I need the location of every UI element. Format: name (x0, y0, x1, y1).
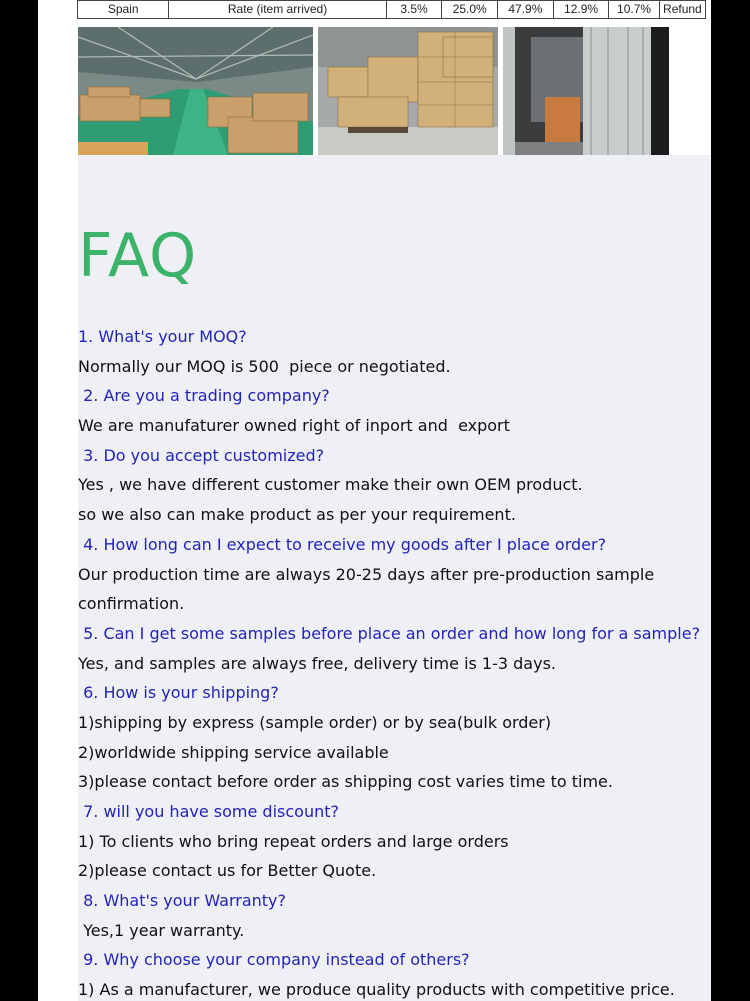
rate-value-cell: 12.9% (553, 1, 609, 19)
warehouse-floor-photo (78, 27, 313, 155)
faq-question: 4. How long can I expect to receive my goods after I place order? (78, 534, 607, 554)
shipping-container-photo (503, 27, 669, 155)
rate-value-cell: 3.5% (386, 1, 442, 19)
faq-answer: Our production time are always 20-25 days after pre-production sample (78, 564, 655, 584)
faq-answer: 2)worldwide shipping service available (78, 742, 389, 762)
faq-question: 9. Why choose your company instead of others? (78, 950, 470, 970)
faq-answer: confirmation. (78, 594, 185, 614)
faq-question: 7. will you have some discount? (78, 802, 339, 821)
faq-question: 8. What's your Warranty? (78, 891, 287, 911)
faq-answer: Yes, and samples are always free, delivery time is 1-3 days. (78, 653, 556, 673)
faq-question: 1. What's your MOQ? (78, 327, 247, 346)
refund-cell: Refund (659, 1, 705, 19)
table-row (78, 1, 706, 19)
arrival-rate-table (77, 0, 706, 19)
faq-answer: We are manufaturer owned right of inport and export (78, 416, 510, 436)
faq-question: 2. Are you a trading company? (78, 386, 330, 406)
faq-section (78, 155, 711, 1001)
faq-answer: Normally our MOQ is 500 piece or negotiated. (78, 356, 451, 376)
faq-answer: 1) As a manufacturer, we produce quality products with competitive price. (78, 980, 675, 1000)
faq-title: FAQ (78, 221, 198, 291)
factory-photo-strip (78, 27, 709, 155)
faq-answer: Yes,1 year warranty. (78, 920, 245, 940)
faq-question: 3. Do you accept customized? (78, 445, 325, 465)
product-page (38, 0, 711, 1001)
rate-value-cell: 47.9% (498, 1, 554, 19)
faq-answer: 1)shipping by express (sample order) or by sea(bulk order) (78, 712, 552, 732)
faq-question: 5. Can I get some samples before place an order and how long for a sample? (78, 623, 701, 643)
country-cell: Spain (78, 1, 169, 19)
faq-list (78, 322, 711, 1001)
stacked-boxes-photo (318, 27, 498, 155)
rate-label-cell: Rate (item arrived) (169, 1, 386, 19)
faq-answer: 3)please contact before order as shipping cost varies time to time. (78, 772, 613, 792)
faq-answer: so we also can make product as per your requirement. (78, 505, 516, 525)
rate-value-cell: 25.0% (442, 1, 498, 19)
faq-answer: 2)please contact us for Better Quote. (78, 861, 377, 881)
rate-value-cell: 10.7% (609, 1, 659, 19)
faq-question: 6. How is your shipping? (78, 683, 279, 703)
faq-answer: Yes , we have different customer make their own OEM product. (78, 475, 583, 495)
faq-answer: 1) To clients who bring repeat orders and large orders (78, 831, 509, 851)
